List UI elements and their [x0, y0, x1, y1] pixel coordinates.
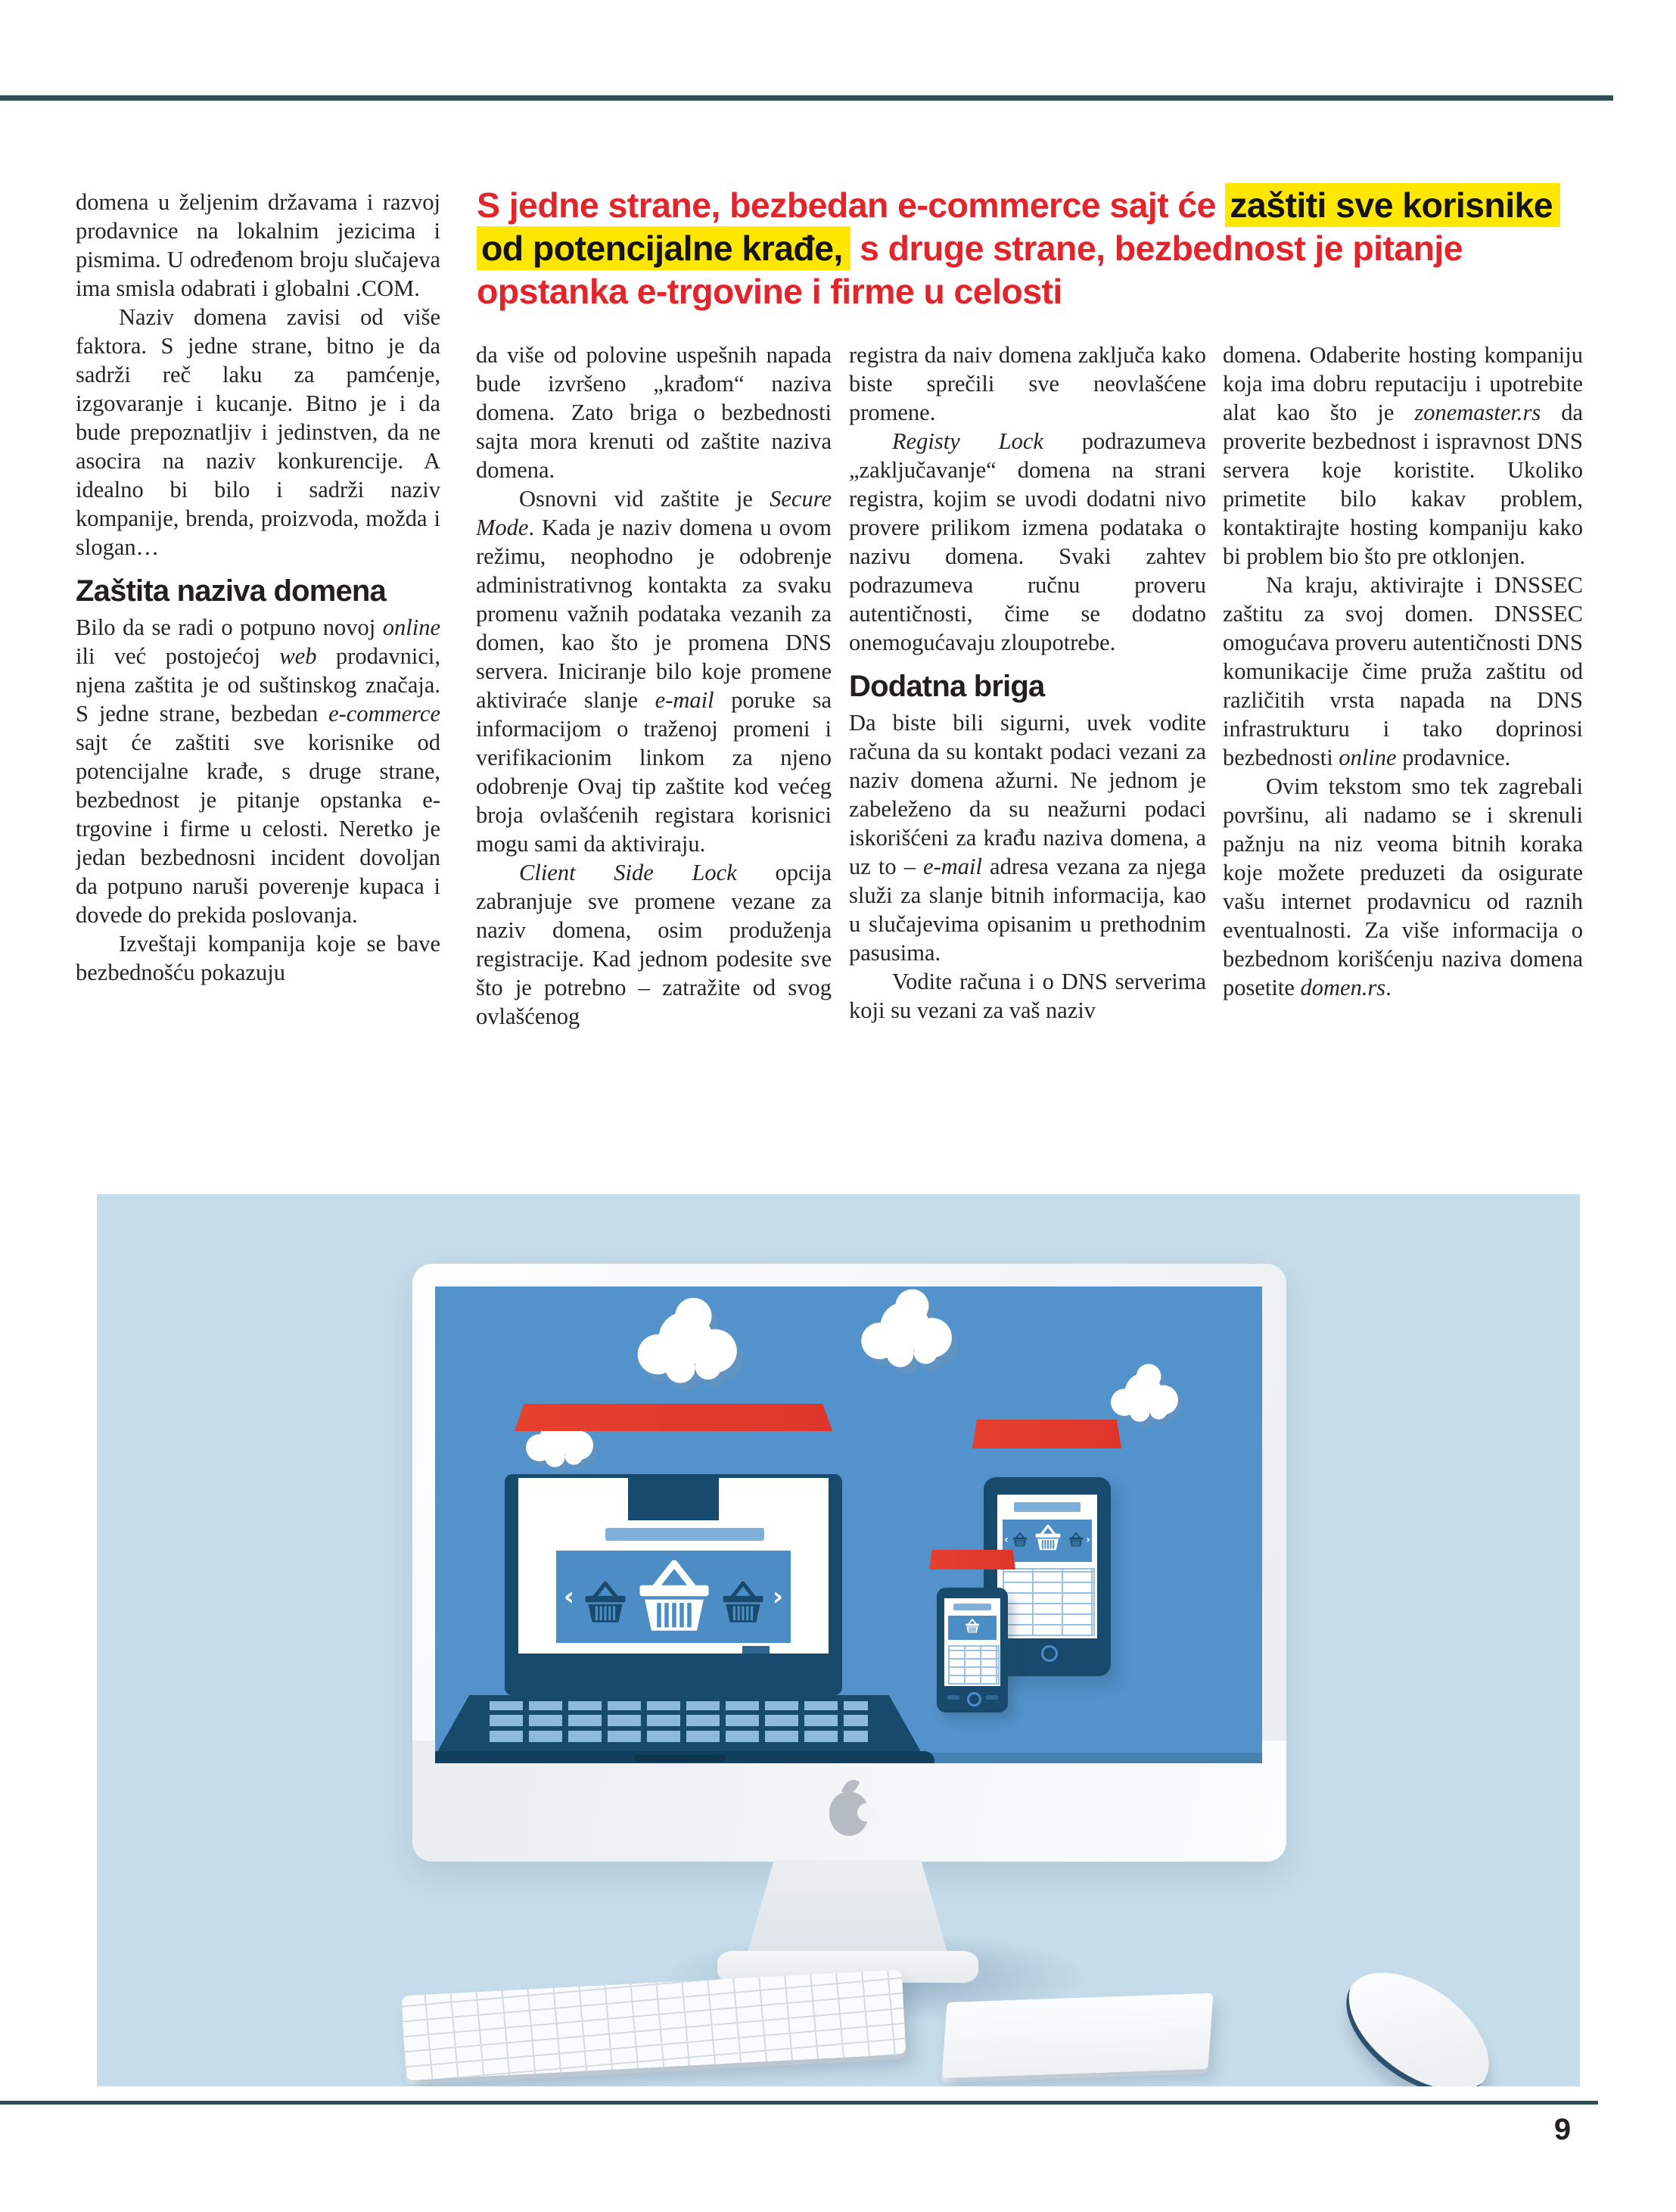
carousel-next-icon: ›: [772, 1582, 783, 1612]
imac-stand-neck: [745, 1860, 950, 1960]
shopping-basket-icon: [1068, 1532, 1084, 1547]
carousel-prev-icon: ‹: [1004, 1534, 1009, 1546]
tablet-banner: [1014, 1502, 1081, 1512]
ecommerce-illustration: [97, 1194, 1580, 2086]
storefront-search-bar: [605, 1528, 764, 1541]
tablet-home-button: [1041, 1645, 1058, 1662]
paragraph: Ovim tekstom smo tek zagrebali površinu, ali nadamo se i skrenuli pažnju na niz veoma bitnih koraka koje možete preduzeti da osigurate vašu internet prodavnicu od raznih eventualnosti. Za više informacija o bezbednom korišćenju naziva domena posetite domen.rs.: [1223, 773, 1583, 1000]
paragraph: domena. Odaberite hosting kompaniju koja ima dobru reputaciju i upotrebite alat kao što je zonemaster.rs da proverite bezbednost i ispravnost DNS servera koje koristite. Ukoliko primetite bilo kakav problem, kontaktirajte hosting kompaniju kako bi problem bio što pre otklonjen.: [1223, 342, 1583, 569]
phone-banner: [953, 1604, 991, 1610]
paragraph: Izveštaji kompanija koje se bave bezbednošću pokazuju: [76, 931, 440, 985]
paragraph: domena u željenim državama i razvoj prodavnice na lokalnim jezicima i pismima. U određenom broju slučajeva ima smisla odabrati i globalni .COM.: [76, 189, 440, 301]
sign-scallops: [633, 1504, 714, 1514]
pull-quote-highlight: zaštiti sve korisnike od potencijalne krađe,: [477, 183, 1560, 270]
keyboard: [402, 1970, 906, 2080]
cloud-icon: [880, 1302, 929, 1351]
phone-product-grid: [948, 1645, 1000, 1685]
phone-button-bar: [947, 1695, 959, 1700]
text-column-4: [1223, 341, 1583, 1184]
awning-top: [972, 1420, 1121, 1448]
paragraph: Client Side Lock opcija zabranjuje sve promene vezane za naziv domena, osim produženja registracije. Kad jednom podesite sve što je potrebno – zatražite od svog ovlašćenog: [476, 860, 832, 1029]
tablet-carousel: [1003, 1520, 1092, 1562]
awning-fringe: [494, 1431, 853, 1478]
cloud-icon: [658, 1311, 712, 1365]
paragraph: Registy Lock podrazumeva „zaključavanje“ domena na strani registra, kojim se uvodi dodatni nivo provere prilikom izmena podataka o nazivu domena. Svaki zahtev podrazumeva ručnu proveru autentičnosti, čime se dodatno onemogućavaju zloupotrebe.: [849, 428, 1206, 655]
trackpad: [942, 1993, 1214, 2079]
shopping-basket-icon: [1033, 1523, 1063, 1551]
paragraph: registra da naiv domena zaključa kako biste sprečili sve neovlašćene promene.: [849, 342, 1206, 425]
apple-logo-icon: [829, 1792, 869, 1836]
text-column-1: [76, 188, 440, 1187]
shopping-basket-icon: [1012, 1532, 1028, 1547]
paragraph: Vodite računa i o DNS serverima koji su vezani za vaš naziv: [849, 969, 1206, 1023]
text-column-3: [849, 341, 1206, 1184]
paragraph: Da biste bili sigurni, uvek vodite računa da su kontakt podaci vezani za naziv domena ažurni. Ne jednom je zabeleženo da su neažurni podaci iskorišćeni za krađu naziva domena, a uz to – e-mail adresa vezana za njega služi za slanje bitnih informacija, kao u slučajevima opisanim u prethodnim pasusima.: [849, 710, 1206, 966]
shopping-basket-icon: [580, 1579, 630, 1623]
bottom-rule: [0, 2101, 1598, 2105]
awning-top: [515, 1404, 832, 1431]
shopping-basket-icon: [632, 1557, 717, 1632]
cloud-icon: [1125, 1374, 1161, 1410]
laptop-base-edge: [435, 1751, 934, 1763]
shopping-basket-icon: [718, 1579, 768, 1623]
mouse: [1325, 1948, 1511, 2086]
paragraph: Naziv domena zavisi od više faktora. S jedne strane, bitno je da sadrži reč laku za pamćenje, izgovaranje i kucanje. Bitno je i da bude prepoznatljiv i jedinstven, da ne asocira na naziv konkurencije. A idealno bi bilo i sadrži naziv kompanije, brenda, proizvoda, možda i slogan…: [76, 304, 440, 560]
storefront-sign: [628, 1478, 719, 1520]
page-number: 9: [1553, 2113, 1572, 2146]
laptop-hinge-latch: [742, 1646, 770, 1654]
section-heading: Dodatna briga: [849, 670, 1045, 703]
pull-quote-lead: S jedne strane, bezbedan e-commerce sajt će: [477, 185, 1226, 225]
carousel-prev-icon: ‹: [564, 1582, 575, 1612]
paragraph: Bilo da se radi o potpuno novoj online ili već postojećoj web prodavnici, njena zaštita je od suštinskog značaja. S jedne strane, bezbedan e-commerce sajt će zaštiti sve korisnike od potencijalne krađe, s druge strane, bezbednost je pitanje opstanka e-trgovine i firme u celosti. Neretko je jedan bezbednosni incident dovoljan da potpuno naruši poverenje kupaca i dovede do prekida poslovanja.: [76, 614, 440, 928]
phone-home-button: [967, 1692, 981, 1706]
phone-storefront: [937, 1588, 1008, 1713]
paragraph: da više od polovine uspešnih napada bude izvršeno „krađom“ naziva domena. Zato briga o bezbednosti sajta mora krenuti od zaštite naziva domena.: [476, 342, 832, 483]
top-rule: [0, 95, 1613, 101]
phone-button-bar: [986, 1695, 998, 1700]
imac-screen: [435, 1286, 1262, 1763]
phone-carousel: [948, 1616, 997, 1640]
paragraph: Osnovni vid zaštite je Secure Mode. Kada je naziv domena u ovom režimu, neophodno je odobrenje administrativnog kontakta za svaku promenu važnih podataka vezanih za domen, kao što je promena DNS servera. Iniciranje bilo koje promene aktiviraće slanje e-mail poruke sa informacijom o traženoj promeni i verifikacionim linkom za njeno odobrenje Ovaj tip zaštite kod većeg broja ovlašćenih registara korisnici mogu sami da aktiviraju.: [476, 486, 832, 857]
shopping-basket-icon: [964, 1618, 981, 1633]
pull-quote: [477, 184, 1572, 313]
paragraph: Na kraju, aktivirajte i DNSSEC zaštitu za svoj domen. DNSSEC omogućava proveru autentičnosti DNS komunikacije čime pruža zaštitu od različitih vrsta napada na DNS infrastrukturu i tako doprinosi bezbednosti online prodavnice.: [1223, 572, 1583, 770]
carousel-next-icon: ›: [1086, 1534, 1090, 1546]
laptop-keyboard-deck: [435, 1695, 923, 1756]
awning-top: [929, 1550, 1015, 1570]
awning-fringe: [961, 1448, 1133, 1479]
phone-screen: [944, 1598, 1000, 1686]
product-carousel: [556, 1551, 791, 1643]
section-heading: Zaštita naziva domena: [76, 574, 386, 608]
text-column-2: [476, 341, 832, 1184]
laptop-keys: [490, 1701, 868, 1742]
awning-fringe: [923, 1570, 1021, 1589]
laptop-storefront: [518, 1478, 829, 1654]
pull-quote-tail: s druge strane, bezbednost je pitanje opstanka e-trgovine i firme u celosti: [477, 229, 1463, 311]
